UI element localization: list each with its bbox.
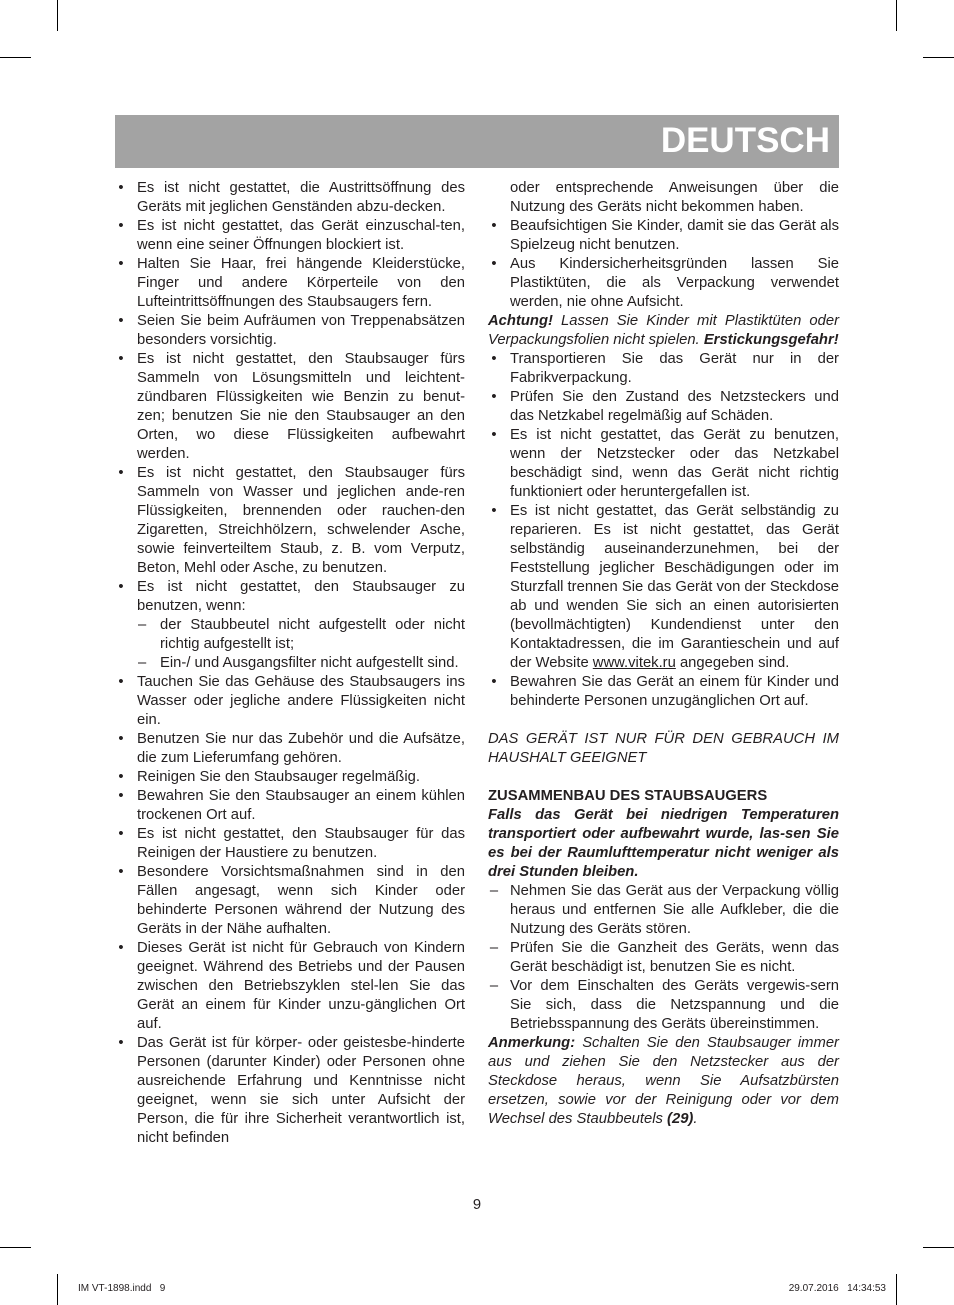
- bullet-mark: •: [491, 503, 497, 519]
- list-item-text: Es ist nicht gestattet, die Austrittsöffnung des Geräts mit jeglichen Genständen abzu-decken.: [137, 180, 465, 215]
- warning-label: Achtung!: [488, 313, 553, 329]
- household-note: DAS GERÄT IST NUR FÜR DEN GEBRAUCH IM HAUSHALT GEEIGNET: [488, 731, 839, 766]
- warning-paragraph: [488, 312, 839, 350]
- list-item: [488, 255, 839, 312]
- list-item: [488, 673, 839, 711]
- list-item: [488, 350, 839, 388]
- bullet-mark: •: [118, 940, 124, 956]
- dash-mark: –: [489, 978, 499, 994]
- list-item-text: Besondere Vorsichtsmaßnahmen sind in den Fällen angesagt, wenn sich Kinder oder behinderte Personen während der Nutzung des Geräts in der Nähe aufhalten.: [137, 864, 465, 937]
- list-item-text: Es ist nicht gestattet, den Staubsauger fürs Sammeln von Wasser und jeglichen ande-ren Flüssigkeiten, brennenden oder rauchen-den Zigaretten, Streichhölzern, schwelender Asche, sowie feinverteiltem Staub, z. B. vom Verputz, Beton, Mehl oder Asche, zu benutzen.: [137, 465, 465, 576]
- note-paragraph: [488, 1034, 839, 1129]
- list-item-text: Nehmen Sie das Gerät aus der Verpackung völlig heraus und entfernen Sie alle Aufkleber, die die Nutzung des Geräts stören.: [510, 883, 839, 937]
- dash-mark: –: [138, 655, 147, 671]
- bullet-mark: •: [491, 256, 497, 272]
- bullet-mark: •: [118, 731, 124, 747]
- list-item-text: Vor dem Einschalten des Geräts vergewis-sern Sie sich, dass die Netzspannung und die Betriebsspannung des Geräts übereinstimmen.: [510, 978, 839, 1032]
- list-item-text: Aus Kindersicherheitsgründen lassen Sie Plastiktüten, die als Verpackung verwendet werden, nie ohne Aufsicht.: [510, 256, 839, 310]
- dash-mark: –: [489, 883, 499, 899]
- left-column: [115, 179, 465, 1148]
- footer-file-name: IM VT-1898.indd 9: [78, 1283, 166, 1294]
- list-item-text: Es ist nicht gestattet, den Staubsauger für das Reinigen der Haustiere zu benutzen.: [137, 826, 465, 861]
- bullet-mark: •: [118, 788, 124, 804]
- bullet-mark: •: [118, 1035, 124, 1051]
- list-item-text: Halten Sie Haar, frei hängende Kleiderstücke, Finger und andere Körperteile von den Lufteintrittsöffnungen des Staubsaugers fern.: [137, 256, 465, 310]
- list-item: [488, 939, 839, 977]
- website-link[interactable]: www.vitek.ru: [592, 655, 676, 671]
- assembly-intro: Falls das Gerät bei niedrigen Temperaturen transportiert oder aufbewahrt wurde, las-sen Sie es bei der Raumlufttemperatur nicht weniger als drei Stunden bleiben.: [488, 807, 839, 880]
- list-item: [115, 730, 465, 768]
- bullet-mark: •: [491, 351, 497, 367]
- dash-mark: –: [138, 617, 147, 633]
- list-item-text: Seien Sie beim Aufräumen von Treppenabsätzen besonders vorsichtig.: [137, 313, 465, 348]
- list-item: [488, 502, 839, 673]
- crop-mark: [896, 0, 897, 31]
- bullet-mark: •: [491, 389, 497, 405]
- list-item: [115, 578, 465, 616]
- list-item: [115, 863, 465, 939]
- list-item: [115, 255, 465, 312]
- list-item-text: Es ist nicht gestattet, das Gerät einzuschal-ten, wenn eine seiner Öffnungen blockiert ist.: [137, 218, 465, 253]
- sub-list-item: [115, 654, 465, 673]
- list-item-text: Es ist nicht gestattet, den Staubsauger fürs Sammeln von Lösungsmitteln und leichtent-zündbaren Flüssigkeiten wie Benzin zu benut-zen; benutzen Sie nie den Staubsauger an den Orten, wo diese Flüssigkeiten aufbewahrt werden.: [137, 351, 465, 462]
- bullet-mark: •: [118, 579, 124, 595]
- continued-text: oder entsprechende Anweisungen über die Nutzung des Geräts nicht bekommen haben.: [510, 180, 839, 215]
- list-item: [488, 426, 839, 502]
- list-item: [115, 768, 465, 787]
- bullet-mark: •: [118, 256, 124, 272]
- list-item-text: Beaufsichtigen Sie Kinder, damit sie das Gerät als Spielzeug nicht benutzen.: [510, 218, 839, 253]
- bullet-mark: •: [118, 180, 124, 196]
- language-header-bar: [115, 115, 839, 168]
- note-label: Anmerkung:: [488, 1035, 576, 1051]
- assembly-heading: ZUSAMMENBAU DES STAUBSAUGERS: [488, 788, 768, 804]
- list-item-text: Prüfen Sie den Zustand des Netzsteckers und das Netzkabel regelmäßig auf Schäden.: [510, 389, 839, 424]
- language-title: DEUTSCH: [660, 121, 830, 160]
- list-item: [115, 217, 465, 255]
- page-number: 9: [472, 1197, 482, 1213]
- list-item-text: Bewahren Sie den Staubsauger an einem kühlen trockenen Ort auf.: [137, 788, 465, 823]
- warning-text: Lassen Sie Kinder mit Plastiktüten oder Verpackungsfolien nicht spielen.: [488, 313, 839, 348]
- list-item-text: Es ist nicht gestattet, das Gerät selbständig zu reparieren. Es ist nicht gestattet, das Gerät selbständig auseinanderzunehmen, bei der Feststellung jeglicher Beschädigungen oder im Sturzfall trennen Sie das Gerät von der Steckdose ab und wenden Sie sich an einen autorisierten (bevollmächtigten) Kundendienst unter den Kontaktadressen, die im Garantieschein und auf der Website: [510, 503, 839, 671]
- bullet-mark: •: [118, 218, 124, 234]
- list-item-text: Es ist nicht gestattet, das Gerät zu benutzen, wenn der Netzstecker oder das Netzkabel beschädigt sind, wenn das Gerät nicht richtig funktioniert oder heruntergefallen ist.: [510, 427, 839, 500]
- sub-list-item: [115, 616, 465, 654]
- list-item-text: Benutzen Sie nur das Zubehör und die Aufsätze, die zum Lieferumfang gehören.: [137, 731, 465, 766]
- bullet-mark: •: [118, 864, 124, 880]
- bullet-mark: •: [118, 313, 124, 329]
- crop-mark: [57, 0, 58, 31]
- right-column: [488, 179, 839, 1129]
- list-item: [115, 939, 465, 1034]
- bullet-mark: •: [118, 465, 124, 481]
- bullet-mark: •: [491, 674, 497, 690]
- list-item: [115, 350, 465, 464]
- bullet-mark: •: [491, 218, 497, 234]
- note-text: Schalten Sie den Staubsauger immer aus und ziehen Sie den Netzstecker aus der Steckdose heraus, wenn Sie Aufsatzbürsten ersetzen, sowie vor der Reinigung oder vor dem Wechsel des Staubbeutels: [488, 1035, 839, 1127]
- list-item: [115, 787, 465, 825]
- list-item-text: Bewahren Sie das Gerät an einem für Kinder und behinderte Personen unzugänglichen Ort auf.: [510, 674, 839, 709]
- crop-mark: [923, 1247, 954, 1248]
- warning-emphasis: Erstickungsgefahr!: [703, 332, 839, 348]
- list-item: [115, 673, 465, 730]
- list-item-text: Prüfen Sie die Ganzheit des Geräts, wenn das Gerät beschädigt ist, benutzen Sie es nicht.: [510, 940, 839, 975]
- list-item-text: Das Gerät ist für körper- oder geistesbe-hinderte Personen (darunter Kinder) oder Personen ohne ausreichende Erfahrung und Kenntnisse nicht geeignet, wenn sie sich unter Aufsicht der Person, die für ihre Sicherheit verantwortlich ist, nicht befinden: [137, 1035, 465, 1146]
- list-item-text: Tauchen Sie das Gehäuse des Staubsaugers ins Wasser oder jegliche andere Flüssigkeiten nicht ein.: [137, 674, 465, 728]
- list-item: [488, 882, 839, 939]
- list-item: [115, 312, 465, 350]
- bullet-mark: •: [118, 769, 124, 785]
- note-end: .: [693, 1111, 698, 1127]
- list-item: [488, 388, 839, 426]
- spacer: [488, 711, 839, 730]
- bullet-mark: •: [118, 674, 124, 690]
- list-item: [115, 825, 465, 863]
- spacer: [488, 768, 839, 787]
- crop-mark: [0, 1247, 31, 1248]
- dash-mark: –: [489, 940, 499, 956]
- list-item-text: angegeben sind.: [675, 655, 790, 671]
- list-item: [488, 977, 839, 1034]
- crop-mark: [923, 57, 954, 58]
- crop-mark: [0, 57, 31, 58]
- footer-timestamp: 29.07.2016 14:34:53: [788, 1283, 886, 1294]
- list-item-text: Transportieren Sie das Gerät nur in der Fabrikverpackung.: [510, 351, 839, 386]
- list-item-text: Es ist nicht gestattet, den Staubsauger zu benutzen, wenn:: [137, 579, 465, 614]
- crop-mark: [57, 1274, 58, 1305]
- list-item-text: Dieses Gerät ist nicht für Gebrauch von Kindern geeignet. Während des Betriebs und der Pausen zwischen den Betriebszyklen stel-len Sie das Gerät an einem für Kinder unzu-gänglichen Ort auf.: [137, 940, 465, 1032]
- list-item-text: Reinigen Sie den Staubsauger regelmäßig.: [137, 769, 420, 785]
- bullet-mark: •: [491, 427, 497, 443]
- list-item-text: der Staubbeutel nicht aufgestellt oder nicht richtig aufgestellt ist;: [160, 617, 465, 652]
- list-item: [488, 217, 839, 255]
- bullet-mark: •: [118, 826, 124, 842]
- list-item-text: Ein-/ und Ausgangsfilter nicht aufgestellt sind.: [160, 655, 459, 671]
- list-item: [115, 1034, 465, 1148]
- list-item: [115, 464, 465, 578]
- crop-mark: [896, 1274, 897, 1305]
- figure-reference: (29): [667, 1111, 694, 1127]
- bullet-mark: •: [118, 351, 124, 367]
- list-item: [115, 179, 465, 217]
